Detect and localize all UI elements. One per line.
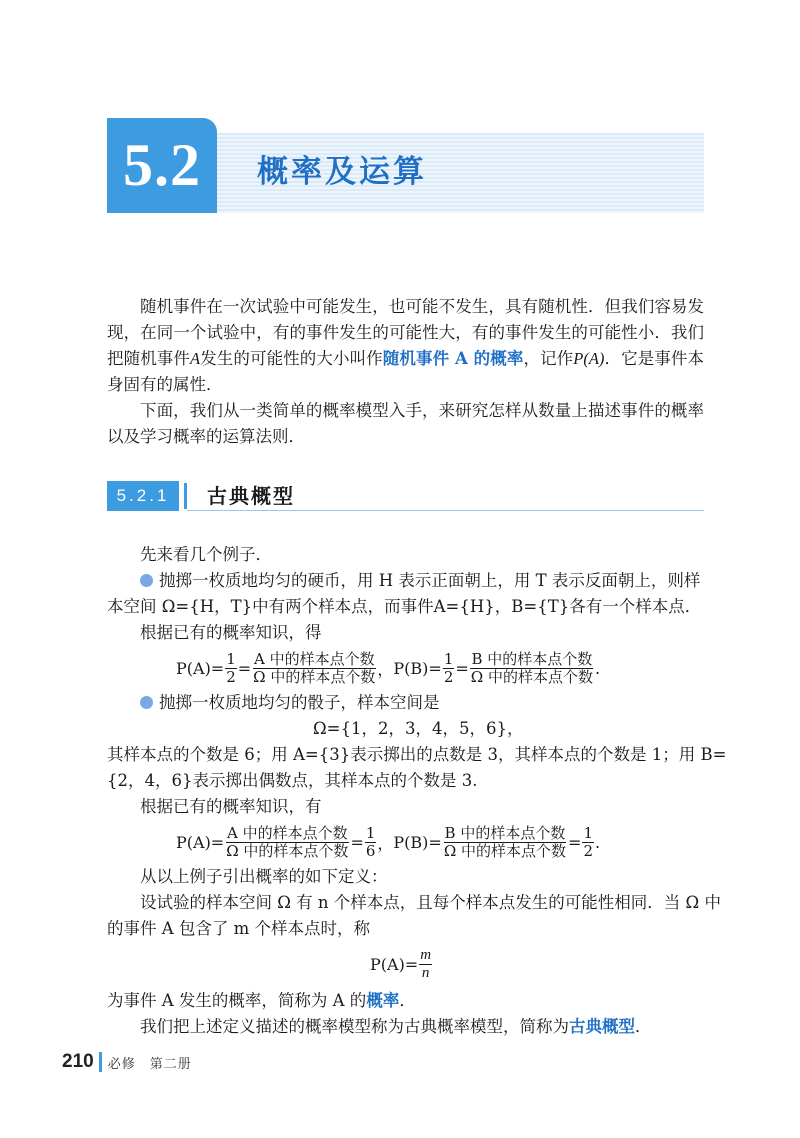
sample-space: Ω={1，2，3，4，5，6}， bbox=[313, 719, 524, 738]
fraction: $\frac{m}{n}$ bbox=[420, 946, 432, 981]
section-divider bbox=[184, 483, 187, 509]
definition-line: 为事件 A 发生的概率，简称为 A 的概率． bbox=[107, 991, 416, 1010]
fraction: $\frac{1}{2}$ bbox=[443, 649, 454, 686]
footer-divider bbox=[99, 1052, 102, 1072]
fraction: $\frac{1}{2}$ bbox=[583, 823, 593, 860]
term-probability: 概率 bbox=[366, 991, 400, 1010]
bullet-icon bbox=[140, 574, 153, 587]
fraction: $\frac{\text{A 中的样本点个数}}{\text{Ω 中的样本点个数}}$ bbox=[226, 823, 349, 860]
formula-definition: P(A)= $\frac{m}{n}$ bbox=[370, 946, 432, 981]
chapter-number-badge: 5.2 bbox=[107, 118, 217, 213]
example-coin: 抛掷一枚质地均匀的硬币，用 H 表示正面朝上，用 T 表示反面朝上，则样 bbox=[140, 568, 700, 594]
term-probability-of-event: 随机事件 A 的概率 bbox=[382, 349, 524, 368]
bullet-icon bbox=[140, 696, 153, 709]
example-die: 抛掷一枚质地均匀的骰子，样本空间是 bbox=[140, 690, 440, 716]
section-title: 古典概型 bbox=[207, 484, 295, 508]
chapter-title: 概率及运算 bbox=[257, 154, 427, 190]
fraction: $\frac{1}{2}$ bbox=[226, 649, 236, 686]
definition-line: 我们把上述定义描述的概率模型称为古典概率模型，简称为古典概型． bbox=[140, 1017, 652, 1036]
formula-coin: P(A)= $\frac{1}{2}$ = $\frac{\text{A 中的样本点个数}}{\text{Ω 中的样本点个数}}$ ， P(B)= $\frac{1}{2}$ = $\frac{\text{B 中的样本点个数}}{\text{Ω 中的样本点个数}}$ . bbox=[176, 649, 601, 686]
section-header bbox=[107, 481, 704, 511]
body-line: 根据已有的概率知识，得 bbox=[140, 623, 322, 642]
page-footer bbox=[62, 1050, 192, 1074]
body-line: {2，4，6}表示掷出偶数点，其样本点的个数是 3. bbox=[107, 771, 478, 790]
body-line: 其样本点的个数是 6；用 A={3}表示掷出的点数是 3，其样本点的个数是 1；用 B= bbox=[107, 745, 727, 764]
section-number: 5.2.1 bbox=[107, 481, 179, 511]
intro-paragraph-1: 随机事件在一次试验中可能发生，也可能不发生，具有随机性．但我们容易发现，在同一个试验中，有的事件发生的可能性大，有的事件发生的可能性小．我们把随机事件A发生的可能性的大小叫作随机事件 A 的概率，记作P(A)．它是事件本身固有的属性． bbox=[107, 297, 705, 394]
body-line: 从以上例子引出概率的如下定义： bbox=[140, 867, 388, 886]
fraction: $\frac{\text{A 中的样本点个数}}{\text{Ω 中的样本点个数}}$ bbox=[253, 649, 376, 686]
section-underline bbox=[187, 510, 704, 511]
chapter-header bbox=[107, 118, 704, 213]
definition-line: 的事件 A 包含了 m 个样本点时，称 bbox=[107, 919, 371, 938]
body-line: 本空间 Ω={H，T}中有两个样本点，而事件A={H}，B={T}各有一个样本点． bbox=[107, 597, 702, 616]
book-title: 必修 第二册 bbox=[107, 1056, 192, 1072]
fraction: $\frac{1}{6}$ bbox=[365, 823, 376, 860]
term-classical-model: 古典概型 bbox=[569, 1017, 635, 1036]
fraction: $\frac{\text{B 中的样本点个数}}{\text{Ω 中的样本点个数}}$ bbox=[470, 649, 593, 686]
page-number: 210 bbox=[62, 1051, 94, 1072]
intro-paragraph-2: 下面，我们从一类简单的概率模型入手，来研究怎样从数量上描述事件的概率以及学习概率的运算法则． bbox=[107, 401, 704, 446]
body-line: 先来看几个例子． bbox=[140, 545, 272, 564]
body-line: 根据已有的概率知识，有 bbox=[140, 797, 322, 816]
definition-line: 设试验的样本空间 Ω 有 n 个样本点，且每个样本点发生的可能性相同．当 Ω 中 bbox=[140, 893, 721, 912]
formula-die: P(A)= $\frac{\text{A 中的样本点个数}}{\text{Ω 中的样本点个数}}$ = $\frac{1}{6}$ ， P(B)= $\frac{\text{B 中的样本点个数}}{\text{Ω 中的样本点个数}}$ = $\frac{1}{2}$ . bbox=[176, 823, 601, 860]
fraction: $\frac{\text{B 中的样本点个数}}{\text{Ω 中的样本点个数}}$ bbox=[443, 823, 567, 860]
